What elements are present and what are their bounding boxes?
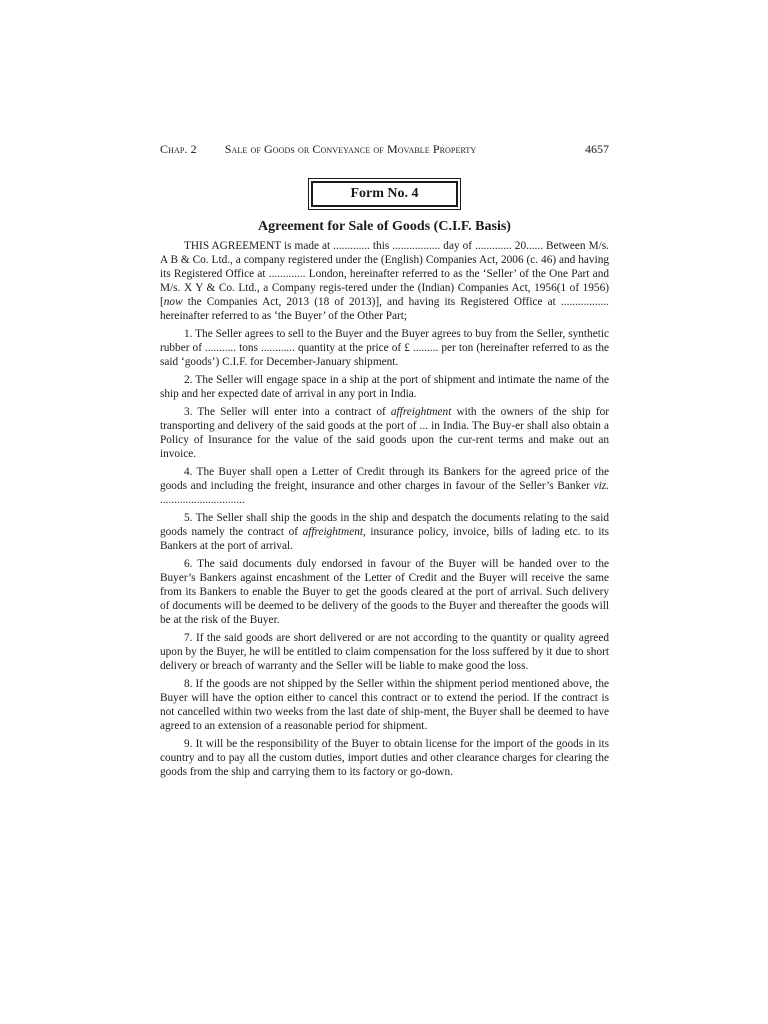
clause-9: 9. It will be the responsibility of the Buyer to obtain license for the import of the goods in its country and to pay all the custom duties, import duties and other clearance charges for clearing the goods from the ship and carrying them to its factory or go-down.	[160, 738, 609, 778]
intro-paragraph	[160, 239, 609, 323]
clause-1: 1. The Seller agrees to sell to the Buyer and the Buyer agrees to buy from the Seller, synthetic rubber of ........... tons ............ quantity at the price of £ ......... per ton (hereinafter referred to as the said ‘goods’) C.I.F. for December-January shipment.	[160, 328, 609, 368]
agreement-title: Agreement for Sale of Goods (C.I.F. Basis)	[258, 219, 511, 234]
clause-3-emphasis: affreightment	[390, 406, 452, 418]
chapter-label: Chap. 2	[160, 142, 197, 156]
clause-4-emphasis: viz.	[593, 480, 609, 492]
intro-text-a: THIS AGREEMENT is made at ............. this ................. day of ............. 20...... Between M/s. A B & Co. Ltd., a company registered under the (English) Companies Act, 2006 (c. 46) and having its Registered Office at ............. London, hereinafter referred to as the ‘Seller’ of the One Part and M/s. X Y & Co. Ltd., a Company regis-tered under the (Indian) Companies Act, 1956(1 of 1956) [	[160, 240, 609, 308]
clause-8: 8. If the goods are not shipped by the Seller within the shipment period mentioned above, the Buyer will have the option either to cancel this contract or to extend the period. If the contract is not cancelled within two weeks from the last date of ship-ment, the Buyer shall be deemed to have agreed to an extension of a reasonable period for shipment.	[160, 678, 609, 732]
running-head	[160, 142, 609, 160]
clause-5-emphasis: affreightment	[302, 526, 364, 538]
clause-4	[160, 465, 609, 507]
page-number: 4657	[585, 142, 609, 156]
section-title: Sale of Goods or Conveyance of Movable Property	[224, 142, 477, 156]
form-label-wrap	[160, 178, 609, 210]
clause-3-text-b: with the owners of the ship for transporting and delivery of the said goods at the port of ... in India. The Buy-er shall also obtain a Policy of Insurance for the value of the said goods upon the cur-rent terms and make out an invoice.	[160, 406, 609, 460]
clause-4-text-a: 4. The Buyer shall open a Letter of Credit through its Bankers for the agreed price of the goods and including the freight, insurance and other charges in favour of the Seller’s Banker	[160, 466, 609, 492]
clause-5	[160, 511, 609, 553]
intro-emphasis: now	[163, 296, 183, 308]
clause-7: 7. If the said goods are short delivered or are not according to the quantity or quality agreed upon by the Buyer, he will be entitled to claim compensation for the loss suffered by it due to short delivery or breach of warranty and the Seller will be liable to make good the loss.	[160, 632, 609, 672]
intro-text-b: the Companies Act, 2013 (18 of 2013)], and having its Registered Office at ................. hereinafter referred to as ‘the Buyer’ of the Other Part;	[160, 296, 609, 322]
clause-3-text-a: 3. The Seller will enter into a contract of	[184, 406, 391, 418]
clause-4-text-b: ..............................	[160, 494, 245, 506]
clause-5-text-b: , insurance policy, invoice, bills of lading etc. to its Bankers at the port of arrival.	[160, 526, 609, 552]
document-page	[160, 142, 609, 783]
clause-6: 6. The said documents duly endorsed in favour of the Buyer will be handed over to the Buyer’s Bankers against encashment of the Letter of Credit and the Buyer will receive the same from its Bankers to enable the Buyer to get the goods cleared at the port of arrival. Such delivery of documents will be deemed to be delivery of the goods to the Buyer and thereafter the goods will be at the risk of the Buyer.	[160, 558, 609, 626]
clause-5-text-a: 5. The Seller shall ship the goods in the ship and despatch the documents relating to the said goods namely the contract of	[160, 512, 609, 538]
clause-2: 2. The Seller will engage space in a ship at the port of shipment and intimate the name of the ship and her expected date of arrival in any port in India.	[160, 374, 609, 400]
clause-3	[160, 405, 609, 461]
form-label: Form No. 4	[311, 181, 458, 207]
form-label-box	[308, 178, 461, 210]
